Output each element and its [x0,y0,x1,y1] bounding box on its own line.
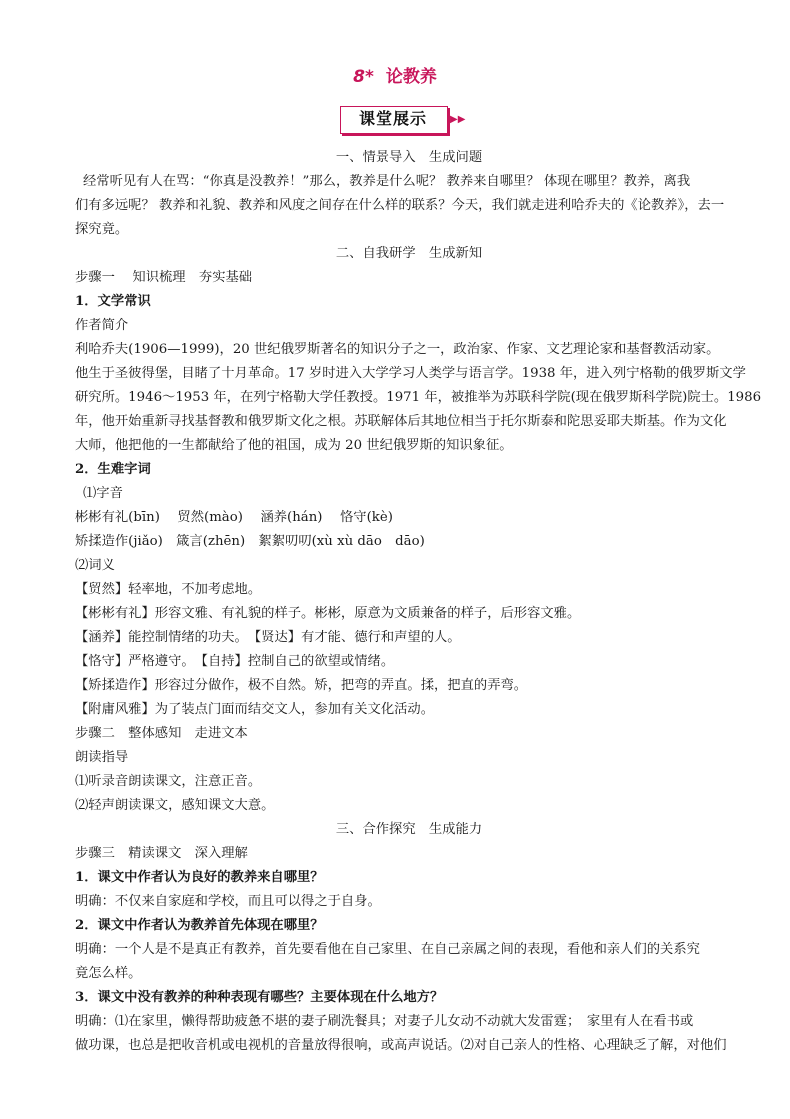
lesson-number: 8* [353,67,374,87]
lesson-content [75,146,762,1058]
subheading: ⑵词义 [75,558,115,573]
section-heading: 一、情景导入 生成问题 [335,150,483,165]
vocab-line: 矫揉造作(jiǎo) 箴言(zhēn) 絮絮叨叨(xù xù dāo dāo) [75,534,425,549]
question: 3．课文中没有教养的种种表现有哪些？主要体现在什么地方？ [75,990,444,1005]
section-banner [340,106,464,134]
step-heading: 步骤二 整体感知 走进文本 [75,726,248,741]
definition-line: 【附庸风雅】为了装点门面而结交文人，参加有关文化活动。 [75,702,435,717]
definition-line: 【彬彬有礼】形容文雅、有礼貌的样子。彬彬，原意为文质兼备的样子，后形容文雅。 [75,606,581,621]
double-arrow-icon: ▶▶ [450,114,466,125]
definition-line: 【贸然】轻率地，不加考虑地。 [75,582,262,597]
answer: 做功课，也总是把收音机或电视机的音量放得很响，或高声说话。⑵对自己亲人的性格、心理缺乏了解，对他们 [75,1038,727,1053]
subheading: 作者简介 [75,318,129,333]
paragraph-line: 年，他开始重新寻找基督教和俄罗斯文化之根。苏联解体后其地位相当于托尔斯泰和陀思妥耶夫斯基。作为文化 [75,414,727,429]
step-heading: 步骤三 精读课文 深入理解 [75,846,248,861]
subheading: 朗读指导 [75,750,129,765]
paragraph-line: 经常听见有人在骂：“你真是没教养！”那么，教养是什么呢？ 教养来自哪里？ 体现在哪里？教养，离我 [83,174,691,189]
banner-label: 课堂展示 [358,109,427,128]
paragraph-line: 们有多远呢？ 教养和礼貌、教养和风度之间存在什么样的联系？今天，我们就走进利哈乔夫的《论教养》，去一 [75,198,725,213]
definition-line: 【矫揉造作】形容过分做作，极不自然。矫，把弯的弄直。揉，把直的弄弯。 [75,678,528,693]
list-item: ⑵轻声朗读课文，感知课文大意。 [75,798,275,813]
section-heading: 三、合作探究 生成能力 [335,822,483,837]
paragraph-line: 他生于圣彼得堡，目睹了十月革命。17 岁时进入大学学习人类学与语言学。1938 年，进入列宁格勒的俄罗斯文学 [75,366,746,381]
answer: 明确：⑴在家里，懒得帮助疲惫不堪的妻子刷洗餐具；对妻子儿女动不动就大发雷霆； 家里有人在看书或 [75,1014,694,1029]
list-item: ⑴听录音朗读课文，注意正音。 [75,774,262,789]
definition-line: 【恪守】严格遵守。 【自持】控制自己的欲望或情绪。 [75,654,395,669]
answer: 明确：一个人是不是真正有教养，首先要看他在自己家里、在自己亲属之间的表现，看他和亲人们的关系究 [75,942,700,957]
paragraph-line: 研究所。1946～1953 年，在列宁格勒大学任教授。1971 年，被推举为苏联科学院(现在俄罗斯科学院)院士。1986 [75,390,762,405]
vocab-line: 彬彬有礼(bīn) 贸然(mào) 涵养(hán) 恪守(kè) [75,510,393,525]
paragraph-line: 大师，他把他的一生都献给了他的祖国，成为 20 世纪俄罗斯的知识象征。 [75,438,513,453]
lesson-title [0,62,790,87]
paragraph-line: 利哈乔夫(1906—1999)，20 世纪俄罗斯著名的知识分子之一，政治家、作家、文艺理论家和基督教活动家。 [75,342,720,357]
section-heading: 二、自我研学 生成新知 [335,246,483,261]
definition-line: 【涵养】能控制情绪的功夫。 【贤达】有才能、德行和声望的人。 [75,630,461,645]
lesson-name: 论教养 [385,67,437,87]
subheading: 2．生难字词 [75,462,151,477]
answer: 竟怎么样。 [75,966,142,981]
question: 1．课文中作者认为良好的教养来自哪里？ [75,870,324,885]
subheading: ⑴字音 [83,486,123,501]
step-heading: 步骤一 知识梳理 夯实基础 [75,270,253,285]
answer: 明确：不仅来自家庭和学校，而且可以得之于自身。 [75,894,381,909]
subheading: 1．文学常识 [75,294,151,309]
paragraph-line: 探究竟。 [75,222,129,237]
question: 2．课文中作者认为教养首先体现在哪里？ [75,918,324,933]
